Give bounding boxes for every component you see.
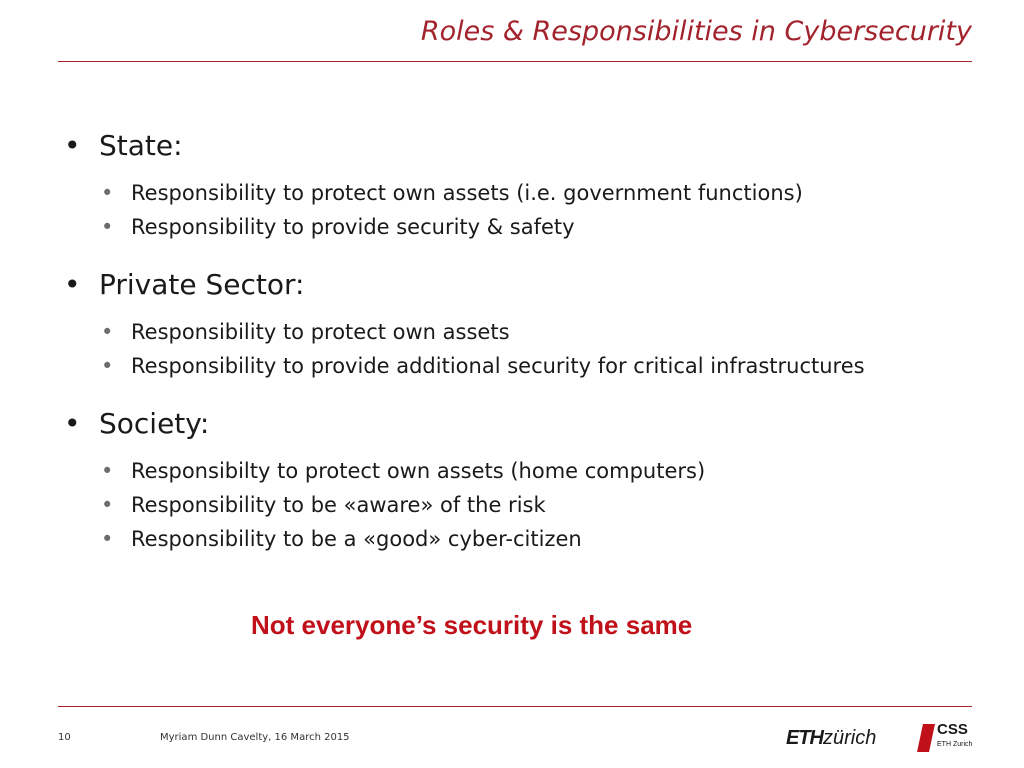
- footer-divider: [58, 706, 972, 707]
- highlight-statement: Not everyone’s security is the same: [251, 610, 693, 640]
- list-item-text: Responsibility to protect own assets (i.e. government functions): [131, 181, 803, 205]
- eth-zurich-logo: [786, 727, 876, 750]
- css-logo: [920, 722, 980, 758]
- bullet-icon: •: [64, 268, 81, 301]
- list-item: [101, 354, 865, 378]
- list-item: [101, 320, 510, 344]
- bullet-icon: •: [64, 407, 81, 440]
- list-item: [101, 459, 705, 483]
- list-item-text: Responsibilty to protect own assets (home computers): [131, 459, 706, 483]
- section-heading-state: [64, 129, 183, 162]
- slide-title: Roles & Responsibilities in Cybersecurity: [420, 16, 972, 47]
- sub-bullet-icon: •: [101, 354, 114, 378]
- page-number: 10: [58, 732, 71, 743]
- list-item: [101, 215, 575, 239]
- list-item-text: Responsibility to provide security & safety: [131, 215, 575, 239]
- list-item-text: Responsibility to protect own assets: [131, 320, 510, 344]
- sub-bullet-icon: •: [101, 215, 114, 239]
- list-item-text: Responsibility to provide additional security for critical infrastructures: [131, 354, 865, 378]
- sub-bullet-icon: •: [101, 459, 114, 483]
- sub-bullet-icon: •: [101, 493, 114, 517]
- css-logo-subtext: ETH Zurich: [937, 741, 973, 748]
- eth-logo-bold: ETH: [786, 727, 823, 749]
- eth-logo-light: zürich: [823, 727, 877, 749]
- css-logo-text: CSS: [937, 721, 968, 738]
- footer-author-date: Myriam Dunn Cavelty, 16 March 2015: [160, 732, 350, 743]
- sub-bullet-icon: •: [101, 527, 114, 551]
- list-item-text: Responsibility to be a «good» cyber-citizen: [131, 527, 582, 551]
- list-item: [101, 527, 582, 551]
- list-item-text: Responsibility to be «aware» of the risk: [131, 493, 546, 517]
- section-heading-label: State:: [99, 129, 183, 162]
- section-heading-label: Private Sector:: [99, 268, 305, 301]
- css-logo-mark-icon: [917, 724, 935, 752]
- section-heading-private-sector: [64, 268, 304, 301]
- section-heading-society: [64, 407, 209, 440]
- list-item: [101, 181, 803, 205]
- list-item: [101, 493, 546, 517]
- sub-bullet-icon: •: [101, 181, 114, 205]
- bullet-icon: •: [64, 129, 81, 162]
- sub-bullet-icon: •: [101, 320, 114, 344]
- section-heading-label: Society:: [99, 407, 210, 440]
